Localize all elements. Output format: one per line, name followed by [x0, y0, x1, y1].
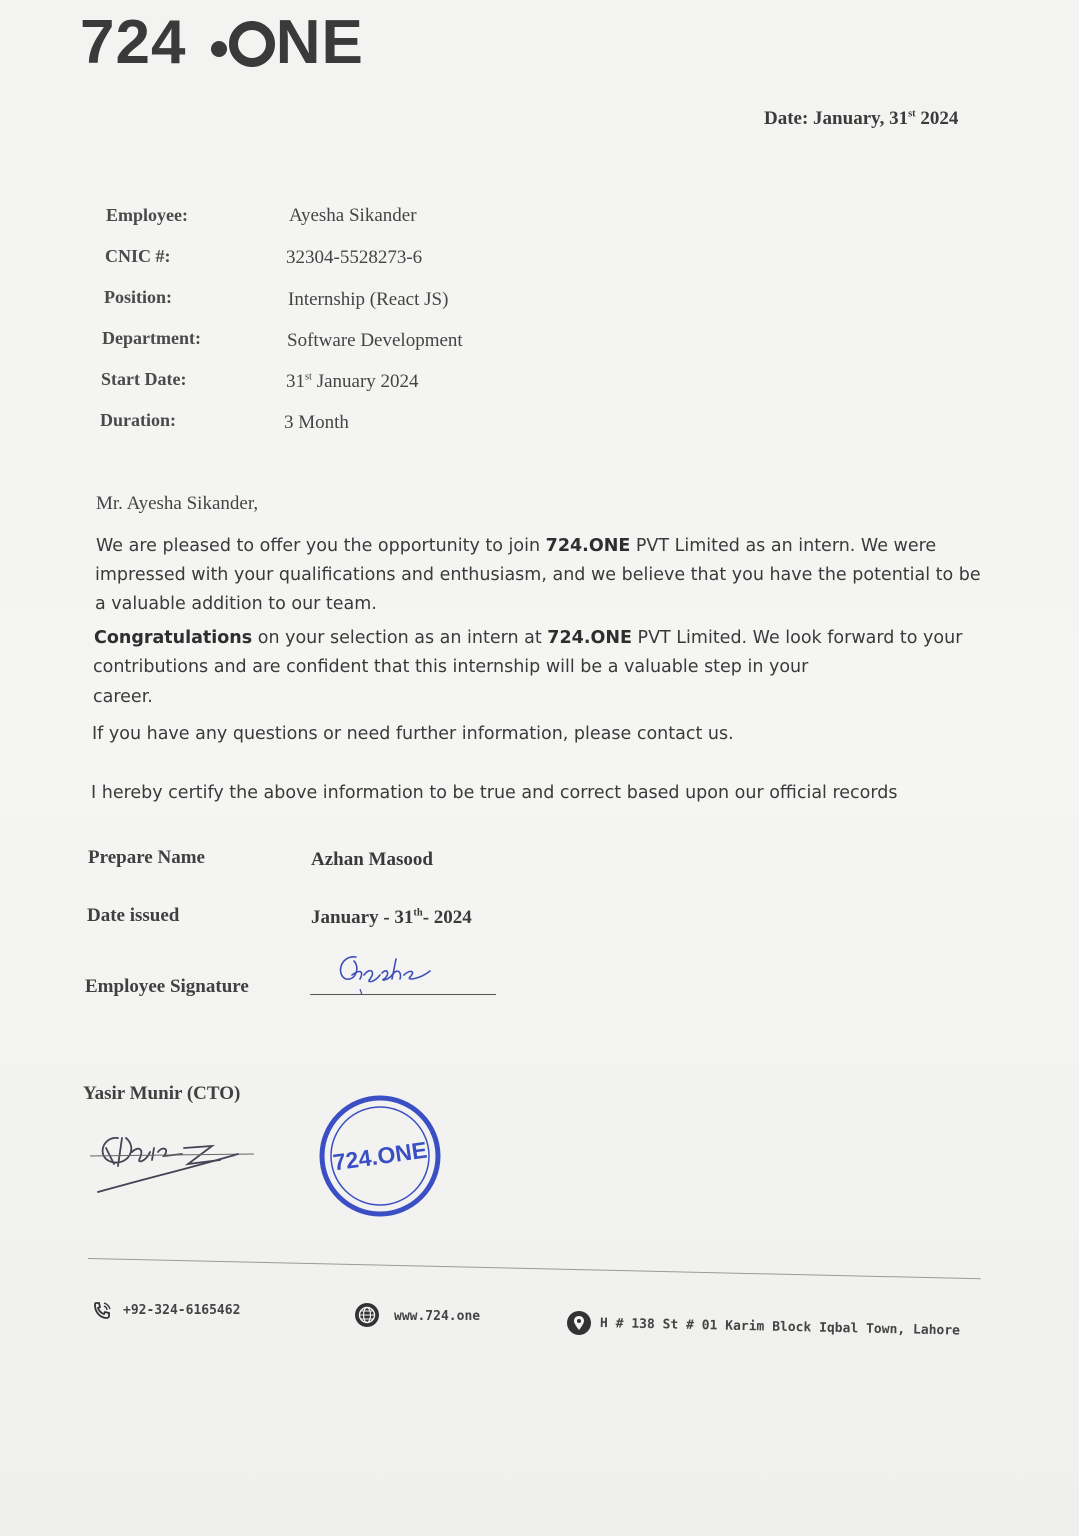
date-issued-sup: th — [413, 907, 423, 919]
logo-o-icon — [229, 21, 275, 67]
cnic-label: CNIC #: — [105, 246, 171, 266]
paragraph-2-line-1 — [94, 628, 962, 648]
duration-label: Duration: — [100, 410, 176, 430]
letter-date-year: 2024 — [915, 108, 959, 129]
prepare-name-value: Azhan Masood — [311, 849, 433, 870]
employee-signature-label: Employee Signature — [85, 976, 249, 997]
duration-value: 3 Month — [284, 412, 349, 433]
paragraph-1-line-1 — [96, 536, 936, 556]
logo-dot-icon — [211, 41, 227, 57]
logo-text-left: 724 — [80, 8, 187, 77]
company-logo — [80, 10, 364, 76]
date-issued-year: - 2024 — [422, 907, 472, 928]
paragraph-2-line-3: career. — [93, 687, 153, 707]
start-date-rest: January 2024 — [311, 371, 419, 392]
start-date-value — [286, 371, 419, 393]
prepare-name-label: Prepare Name — [88, 847, 205, 868]
globe-icon — [354, 1302, 380, 1328]
date-issued-label: Date issued — [87, 905, 180, 926]
stamp-text: 724.ONE — [331, 1136, 429, 1176]
p1-text-c: PVT Limited as an intern. We were — [630, 536, 937, 556]
logo-text-right: NE — [275, 8, 364, 77]
paragraph-2-line-2: contributions and are confident that this internship will be a valuable step in your — [93, 657, 809, 677]
paragraph-1-line-2: impressed with your qualifications and enthusiasm, and we believe that you have the potential to be — [95, 565, 981, 585]
salutation: Mr. Ayesha Sikander, — [96, 493, 259, 514]
p2-congratulations: Congratulations — [94, 628, 253, 648]
letter-date — [764, 108, 958, 130]
phone-icon — [91, 1300, 113, 1322]
position-value: Internship (React JS) — [288, 289, 449, 310]
paragraph-1-line-3: a valuable addition to our team. — [95, 594, 377, 614]
letter-date-sup: st — [908, 108, 916, 120]
department-label: Department: — [102, 328, 201, 348]
department-value: Software Development — [287, 330, 463, 351]
date-issued-day: January - 31 — [311, 907, 414, 928]
p2-text-d: PVT Limited. We look forward to your — [631, 628, 963, 648]
letter-date-text: Date: January, 31 — [764, 108, 909, 129]
employee-label: Employee: — [106, 205, 188, 225]
employee-value: Ayesha Sikander — [289, 205, 417, 226]
paragraph-3: If you have any questions or need further information, please contact us. — [92, 724, 734, 744]
date-issued-value — [311, 907, 472, 929]
footer-phone: +92-324-6165462 — [123, 1303, 241, 1318]
footer-address: H # 138 St # 01 Karim Block Iqbal Town, Lahore — [599, 1316, 961, 1339]
position-label: Position: — [104, 287, 173, 307]
start-date-day: 31 — [286, 371, 305, 392]
footer-divider — [88, 1258, 981, 1279]
cnic-value: 32304-5528273-6 — [286, 247, 423, 268]
p2-company: 724.ONE — [547, 628, 632, 648]
employee-signature-line — [310, 994, 496, 995]
start-date-label: Start Date: — [101, 369, 187, 389]
start-date-sup: st — [305, 371, 312, 383]
certification-statement: I hereby certify the above information to be true and correct based upon our official records — [91, 783, 898, 803]
p2-text-b: on your selection as an intern at — [252, 628, 548, 648]
cto-name: Yasir Munir (CTO) — [83, 1083, 241, 1104]
cto-signature — [88, 1118, 268, 1198]
footer-website: www.724.one — [394, 1309, 481, 1324]
employee-signature — [330, 945, 440, 1005]
company-stamp — [318, 1094, 442, 1218]
p1-text-a: We are pleased to offer you the opportunity to join — [96, 536, 546, 556]
p1-company: 724.ONE — [545, 536, 631, 556]
location-pin-icon — [566, 1310, 592, 1338]
